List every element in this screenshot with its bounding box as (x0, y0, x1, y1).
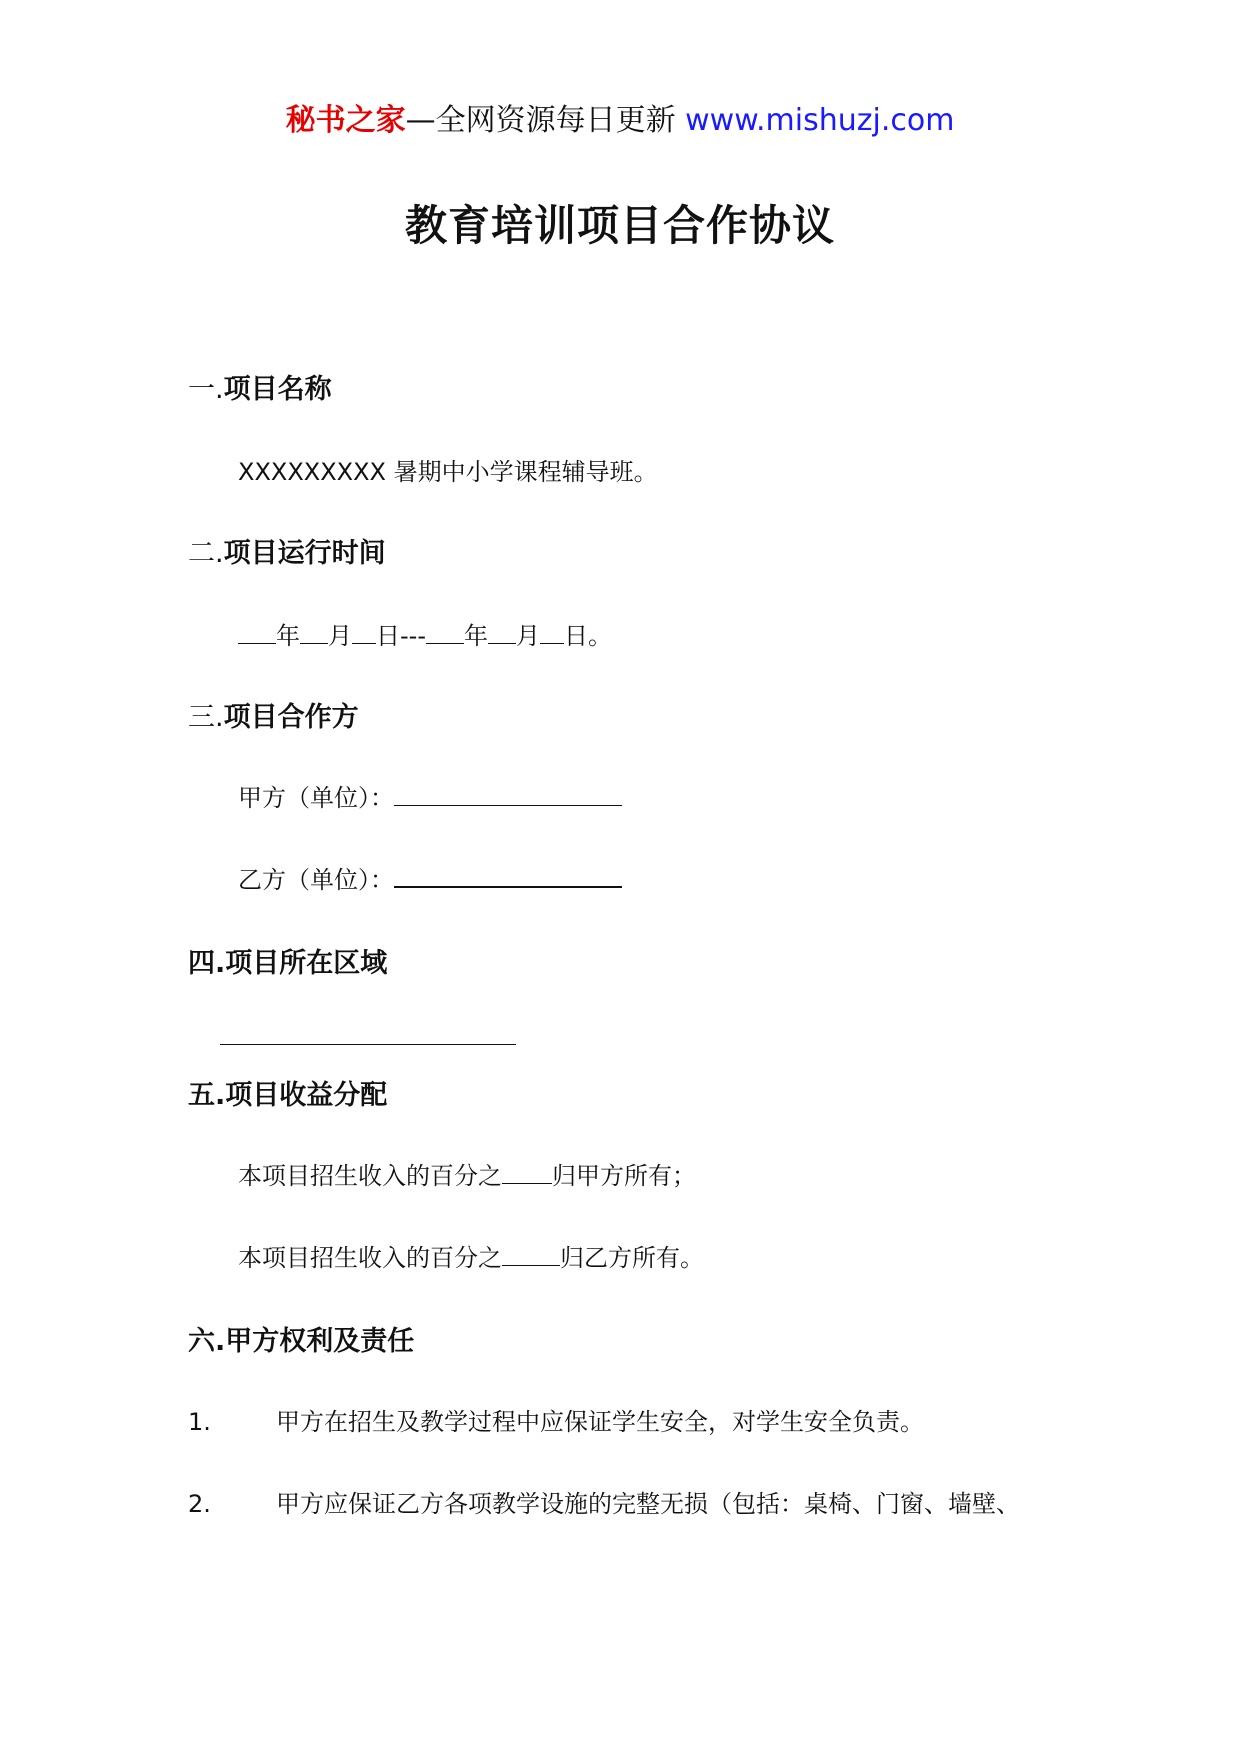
party-a-label: 甲方（单位）： (238, 784, 394, 812)
section-title: 项目合作方 (223, 702, 359, 733)
party-b-label: 乙方（单位）： (238, 866, 394, 894)
date-day-label: 日--- (376, 622, 426, 650)
blank-day-end[interactable] (540, 621, 564, 644)
revenue-share-a (238, 1158, 696, 1194)
section-number: 五. (188, 1080, 226, 1111)
party-b-blank[interactable] (394, 864, 622, 888)
blank-month-start[interactable] (300, 621, 328, 644)
brand-name: 秘书之家 (285, 103, 406, 138)
blank-month-end[interactable] (488, 621, 516, 644)
section-heading-1 (188, 370, 332, 410)
revenue-share-text: 归甲方所有； (552, 1162, 696, 1190)
blank-year-start[interactable] (238, 621, 276, 644)
percent-a-blank[interactable] (502, 1161, 552, 1184)
list-item-number: 2. (188, 1490, 211, 1518)
list-item-text: 甲方在招生及教学过程中应保证学生安全，对学生安全负责。 (276, 1408, 924, 1436)
document-title: 教育培训项目合作协议 (404, 201, 835, 250)
section-title: 项目运行时间 (223, 538, 386, 569)
section-number: 四. (188, 948, 226, 979)
section-heading-6 (188, 1322, 414, 1362)
list-item-text: 甲方应保证乙方各项教学设施的完整无损（包括：桌椅、门窗、墙壁、 (276, 1490, 1020, 1518)
revenue-share-b (238, 1240, 704, 1276)
section-number: 一. (188, 374, 224, 405)
revenue-share-text: 归乙方所有。 (560, 1244, 704, 1272)
site-banner (0, 98, 1240, 144)
section-number: 二. (188, 538, 224, 569)
project-date-line (238, 618, 612, 654)
section-title: 项目收益分配 (225, 1080, 388, 1111)
section-heading-2 (188, 534, 386, 574)
section-number: 三. (188, 702, 224, 733)
party-a-blank[interactable] (394, 783, 622, 806)
list-item-number: 1. (188, 1408, 211, 1436)
project-name-text: XXXXXXXXX 暑期中小学课程辅导班。 (238, 458, 658, 486)
section-title: 项目所在区域 (225, 948, 388, 979)
date-month-label: 月 (515, 622, 540, 650)
blank-year-end[interactable] (426, 621, 464, 644)
section-heading-5 (188, 1076, 387, 1116)
region-blank[interactable] (220, 1044, 516, 1045)
banner-slogan: —全网资源每日更新 (405, 103, 686, 138)
section-heading-4 (188, 944, 387, 984)
section-title: 项目名称 (223, 374, 332, 405)
percent-b-blank[interactable] (502, 1243, 560, 1266)
party-a-line (238, 780, 622, 816)
party-b-line (238, 862, 622, 898)
date-year-label: 年 (463, 622, 488, 650)
blank-day-start[interactable] (352, 621, 376, 644)
revenue-share-text: 本项目招生收入的百分之 (238, 1244, 502, 1272)
revenue-share-text: 本项目招生收入的百分之 (238, 1162, 502, 1190)
section-title: 甲方权利及责任 (225, 1326, 415, 1357)
section-number: 六. (188, 1326, 226, 1357)
date-day-label: 日。 (563, 622, 612, 650)
site-url[interactable]: www.mishuzj.com (685, 103, 955, 138)
date-month-label: 月 (328, 622, 352, 650)
date-year-label: 年 (276, 622, 300, 650)
section-heading-3 (188, 698, 359, 738)
